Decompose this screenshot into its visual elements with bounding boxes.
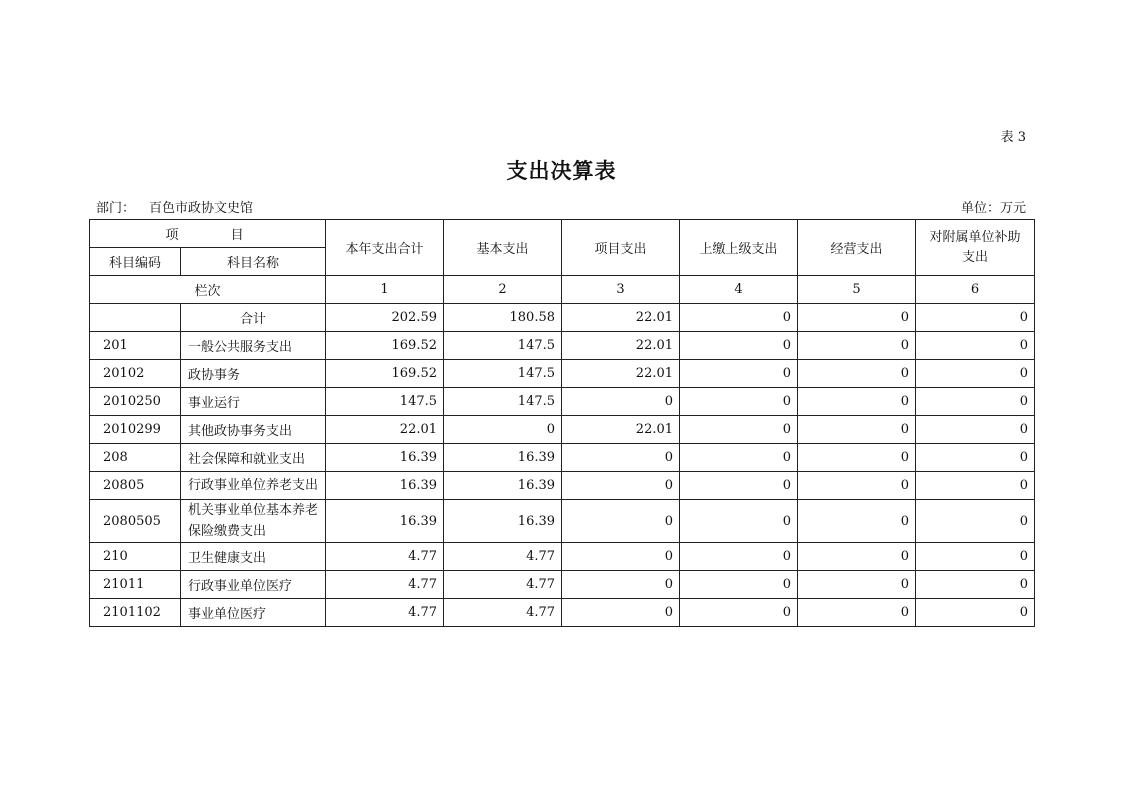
header-subsidy-line1: 对附属单位补助: [929, 229, 1021, 245]
amount-cell: 0: [680, 543, 798, 571]
column-index-cell: 2: [444, 276, 562, 304]
amount-cell: 0: [562, 472, 680, 500]
amount-cell: 4.77: [444, 571, 562, 599]
amount-cell: 0: [680, 416, 798, 444]
header-business: 经营支出: [798, 220, 916, 276]
table-row: [90, 571, 1035, 599]
header-subsidy-line2: 支出: [962, 249, 989, 265]
amount-cell: 0: [680, 599, 798, 627]
department-label: 部门：: [96, 201, 136, 216]
amount-cell: 0: [798, 416, 916, 444]
amount-cell: 0: [916, 599, 1035, 627]
amount-cell: 0: [798, 472, 916, 500]
subject-name: 事业运行: [181, 388, 326, 416]
amount-cell: 0: [916, 416, 1035, 444]
amount-cell: 0: [798, 332, 916, 360]
amount-cell: 0: [680, 500, 798, 543]
department-line: [96, 197, 253, 216]
total-value: 180.58: [444, 304, 562, 332]
total-label: 合计: [181, 304, 326, 332]
amount-cell: 4.77: [326, 599, 444, 627]
subject-code: 210: [90, 543, 181, 571]
expenditure-table: [89, 219, 1035, 627]
amount-cell: 0: [798, 500, 916, 543]
amount-cell: 0: [444, 416, 562, 444]
subject-code: 21011: [90, 571, 181, 599]
amount-cell: 0: [916, 543, 1035, 571]
header-code: 科目编码: [90, 248, 181, 276]
amount-cell: 147.5: [444, 388, 562, 416]
column-index-cell: 3: [562, 276, 680, 304]
amount-cell: 0: [916, 571, 1035, 599]
column-index-cell: 4: [680, 276, 798, 304]
amount-cell: 4.77: [444, 599, 562, 627]
amount-cell: 4.77: [326, 543, 444, 571]
amount-cell: 4.77: [444, 543, 562, 571]
amount-cell: 0: [916, 500, 1035, 543]
table-row: [90, 416, 1035, 444]
header-row-1: [90, 220, 1035, 248]
subject-code: 208: [90, 444, 181, 472]
amount-cell: 0: [562, 571, 680, 599]
column-index-cell: 6: [916, 276, 1035, 304]
column-index-cell: 5: [798, 276, 916, 304]
subject-name: 机关事业单位基本养老保险缴费支出: [181, 500, 326, 543]
amount-cell: 22.01: [562, 416, 680, 444]
amount-cell: 16.39: [444, 500, 562, 543]
column-index-label: 栏次: [90, 276, 326, 304]
amount-cell: 147.5: [444, 332, 562, 360]
table-row: [90, 332, 1035, 360]
subject-name: 一般公共服务支出: [181, 332, 326, 360]
amount-cell: 0: [680, 472, 798, 500]
table-row: [90, 543, 1035, 571]
page-title: 支出决算表: [506, 158, 617, 183]
amount-cell: 0: [916, 444, 1035, 472]
amount-cell: 0: [798, 388, 916, 416]
amount-cell: 0: [680, 360, 798, 388]
subject-name: 卫生健康支出: [181, 543, 326, 571]
amount-cell: 22.01: [562, 332, 680, 360]
amount-cell: 0: [680, 388, 798, 416]
amount-cell: 16.39: [326, 500, 444, 543]
amount-cell: 0: [916, 332, 1035, 360]
subject-name: 行政事业单位养老支出: [181, 472, 326, 500]
subject-name: 其他政协事务支出: [181, 416, 326, 444]
table-row: [90, 472, 1035, 500]
column-index-cell: 1: [326, 276, 444, 304]
subject-code: 201: [90, 332, 181, 360]
amount-cell: 0: [798, 360, 916, 388]
column-index-row: [90, 276, 1035, 304]
header-name: 科目名称: [181, 248, 326, 276]
total-value: 0: [798, 304, 916, 332]
amount-cell: 22.01: [562, 360, 680, 388]
total-value: 202.59: [326, 304, 444, 332]
header-total: 本年支出合计: [326, 220, 444, 276]
amount-cell: 0: [680, 332, 798, 360]
unit-label: 单位：万元: [960, 201, 1026, 216]
amount-cell: 4.77: [326, 571, 444, 599]
table-row: [90, 599, 1035, 627]
subject-code: 2010250: [90, 388, 181, 416]
amount-cell: 0: [798, 599, 916, 627]
amount-cell: 0: [916, 360, 1035, 388]
header-basic: 基本支出: [444, 220, 562, 276]
amount-cell: 0: [798, 543, 916, 571]
amount-cell: 0: [562, 388, 680, 416]
subject-name: 事业单位医疗: [181, 599, 326, 627]
subject-code: 20805: [90, 472, 181, 500]
total-value: 0: [916, 304, 1035, 332]
header-upper: 上缴上级支出: [680, 220, 798, 276]
subject-code: 2101102: [90, 599, 181, 627]
table-row: [90, 388, 1035, 416]
amount-cell: 0: [798, 571, 916, 599]
total-value: 22.01: [562, 304, 680, 332]
amount-cell: 0: [680, 571, 798, 599]
amount-cell: 0: [562, 444, 680, 472]
table-row: [90, 500, 1035, 543]
header-project: 项目支出: [562, 220, 680, 276]
amount-cell: 22.01: [326, 416, 444, 444]
total-code-cell: [90, 304, 181, 332]
amount-cell: 16.39: [326, 444, 444, 472]
subject-name: 政协事务: [181, 360, 326, 388]
amount-cell: 0: [562, 543, 680, 571]
amount-cell: 0: [916, 388, 1035, 416]
total-row: [90, 304, 1035, 332]
table-number: 表 3: [1000, 130, 1026, 145]
amount-cell: 0: [680, 444, 798, 472]
header-item: 项 目: [90, 220, 326, 248]
amount-cell: 0: [916, 472, 1035, 500]
subject-code: 20102: [90, 360, 181, 388]
amount-cell: 0: [562, 599, 680, 627]
subject-code: 2010299: [90, 416, 181, 444]
amount-cell: 147.5: [444, 360, 562, 388]
department-name: 百色市政协文史馆: [149, 201, 254, 216]
total-value: 0: [680, 304, 798, 332]
amount-cell: 169.52: [326, 360, 444, 388]
amount-cell: 147.5: [326, 388, 444, 416]
amount-cell: 0: [798, 444, 916, 472]
amount-cell: 16.39: [326, 472, 444, 500]
header-subsidy: [916, 220, 1035, 276]
amount-cell: 169.52: [326, 332, 444, 360]
amount-cell: 16.39: [444, 472, 562, 500]
subject-code: 2080505: [90, 500, 181, 543]
amount-cell: 16.39: [444, 444, 562, 472]
subject-name: 行政事业单位医疗: [181, 571, 326, 599]
subject-name: 社会保障和就业支出: [181, 444, 326, 472]
amount-cell: 0: [562, 500, 680, 543]
table-row: [90, 360, 1035, 388]
table-row: [90, 444, 1035, 472]
